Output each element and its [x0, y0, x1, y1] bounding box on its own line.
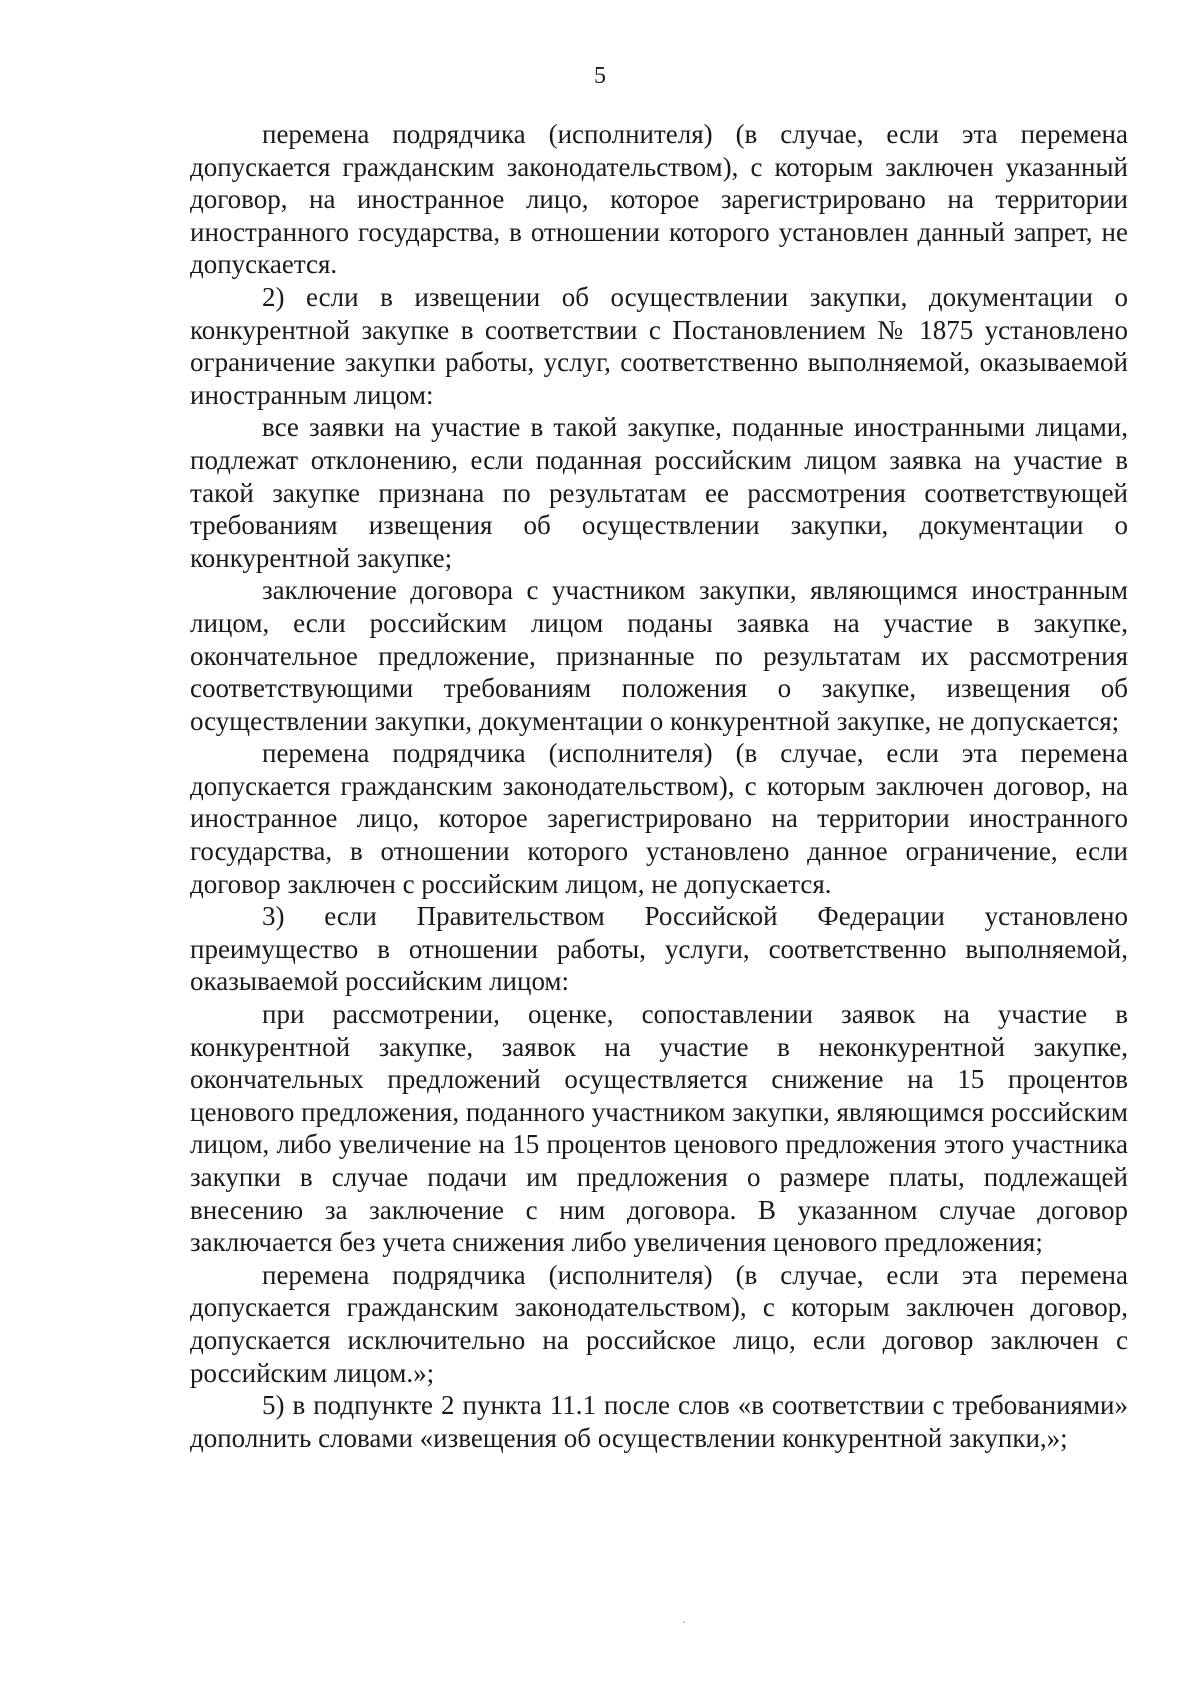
paragraph: заключение договора с участником закупки, являющимся иностранным лицом, если российским лицом поданы заявка на участие в закупке, окончательное предложение, признанные по результатам их рассмотрения соответствующими требованиям положения о закупке, извещения об осуществлении закупки, документации о конкурентной закупке, не допускается;: [190, 575, 1128, 736]
page-number: 5: [594, 63, 606, 89]
paragraph: 2) если в извещении об осуществлении закупки, документации о конкурентной закупке в соответствии с Постановлением № 1875 установлено ограничение закупки работы, услуг, соответственно выполняемой, оказываемой иностранным лицом:: [190, 281, 1128, 410]
document-body: [190, 118, 1128, 1454]
paragraph: 3) если Правительством Российской Федерации установлено преимущество в отношении работы, услуги, соответственно выполняемой, оказываемой российским лицом:: [190, 901, 1128, 997]
paragraph: 5) в подпункте 2 пункта 11.1 после слов «в соответствии с требованиями» дополнить словами «извещения об осуществлении конкурентной закупки,»;: [190, 1390, 1128, 1453]
scan-artifact-dot: [683, 1621, 685, 1623]
paragraph: все заявки на участие в такой закупке, поданные иностранными лицами, подлежат отклонению, если поданная российским лицом заявка на участие в такой закупке признана по результатам ее рассмотрения соответствующей требованиям извещения об осуществлении закупки, документации о конкурентной закупке;: [190, 412, 1128, 573]
paragraph: перемена подрядчика (исполнителя) (в случае, если эта перемена допускается гражданским законодательством), с которым заключен договор, допускается исключительно на российское лицо, если договор заключен с российским лицом.»;: [190, 1259, 1128, 1388]
paragraph: при рассмотрении, оценке, сопоставлении заявок на участие в конкурентной закупке, заявок на участие в неконкурентной закупке, окончательных предложений осуществляется снижение на 15 процентов ценового предложения, поданного участником закупки, являющимся российским лицом, либо увеличение на 15 процентов ценового предложения этого участника закупки в случае подачи им предложения о размере платы, подлежащей внесению за заключение с ним договора. В указанном случае договор заключается без учета снижения либо увеличения ценового предложения;: [190, 999, 1128, 1258]
paragraph: перемена подрядчика (исполнителя) (в случае, если эта перемена допускается гражданским законодательством), с которым заключен договор, на иностранное лицо, которое зарегистрировано на территории иностранного государства, в отношении которого установлено данное ограничение, если договор заключен с российским лицом, не допускается.: [190, 738, 1128, 899]
paragraph: перемена подрядчика (исполнителя) (в случае, если эта перемена допускается гражданским законодательством), с которым заключен указанный договор, на иностранное лицо, которое зарегистрировано на территории иностранного государства, в отношении которого установлен данный запрет, не допускается.: [190, 119, 1128, 280]
